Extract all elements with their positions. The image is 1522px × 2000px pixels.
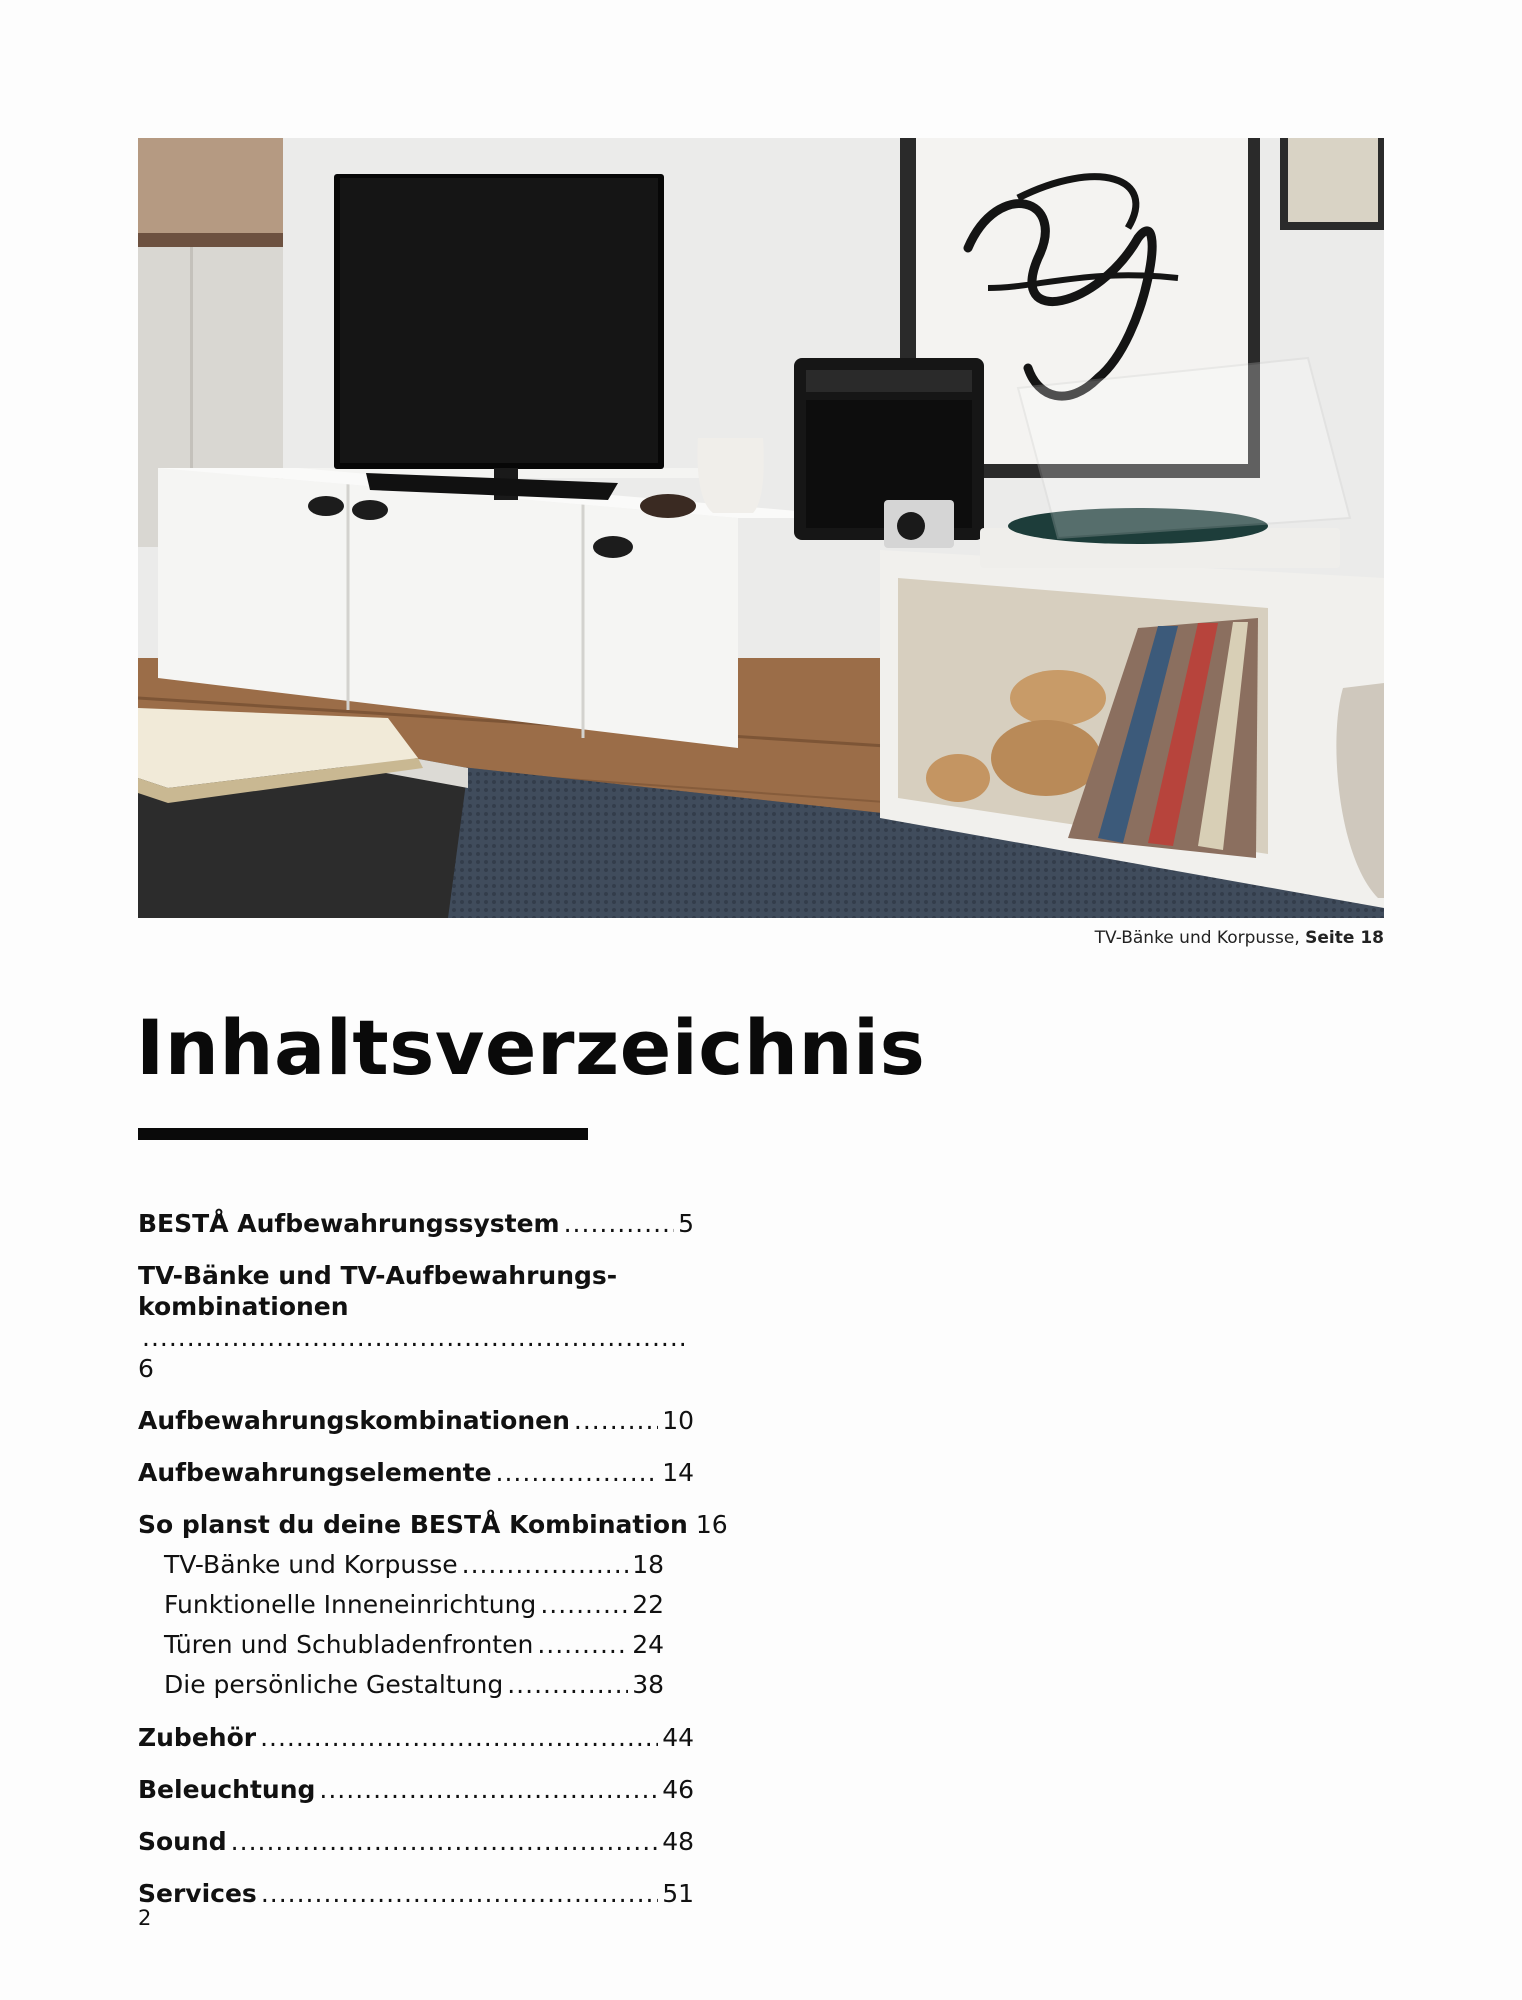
toc-page-number: 48 bbox=[662, 1827, 694, 1856]
toc-label: Aufbewahrungselemente bbox=[138, 1458, 492, 1487]
toc-entry-zubehoer[interactable] bbox=[138, 1722, 694, 1753]
toc-page-number: 5 bbox=[678, 1209, 694, 1238]
toc-entry-aufbewahrungselemente[interactable] bbox=[138, 1457, 694, 1488]
toc-label: Funktionelle Inneneinrichtung bbox=[164, 1590, 537, 1619]
toc-label-line1: TV-Bänke und TV-Aufbewahrungs- bbox=[138, 1261, 618, 1290]
toc-label: Aufbewahrungskombinationen bbox=[138, 1406, 570, 1435]
toc-leader-dots bbox=[462, 1549, 629, 1580]
toc-subentry-tueren-schubladenfronten[interactable] bbox=[138, 1629, 664, 1660]
toc-leader-dots bbox=[261, 1878, 658, 1909]
toc-label: TV-Bänke und Korpusse bbox=[164, 1550, 458, 1579]
toc-subentry-persoenliche-gestaltung[interactable] bbox=[138, 1669, 664, 1700]
toc-leader-dots bbox=[574, 1405, 658, 1436]
toc-leader-dots bbox=[231, 1826, 659, 1857]
toc-entry-aufbewahrungskombinationen[interactable] bbox=[138, 1405, 694, 1436]
toc-subentry-tv-baenke-korpusse[interactable] bbox=[138, 1549, 664, 1580]
toc-label: kombinationen bbox=[138, 1292, 349, 1321]
toc-leader-dots bbox=[260, 1722, 658, 1753]
toc-label: Services bbox=[138, 1879, 257, 1908]
toc-leader-dots bbox=[496, 1457, 659, 1488]
toc-label: Zubehör bbox=[138, 1723, 257, 1752]
toc-label: Sound bbox=[138, 1827, 227, 1856]
toc-page-number: 18 bbox=[632, 1550, 664, 1579]
toc-label: Beleuchtung bbox=[138, 1775, 316, 1804]
caption-page-ref: Seite 18 bbox=[1305, 928, 1384, 948]
toc-entry-services[interactable] bbox=[138, 1878, 694, 1909]
toc-leader-dots bbox=[319, 1774, 658, 1805]
title-underline bbox=[138, 1128, 588, 1140]
toc-entry-sound[interactable] bbox=[138, 1826, 694, 1857]
page-number: 2 bbox=[138, 1906, 152, 1930]
toc-page-number: 44 bbox=[662, 1723, 694, 1752]
living-room-illustration bbox=[138, 138, 1384, 918]
table-of-contents bbox=[138, 1208, 728, 1909]
toc-page-number: 14 bbox=[662, 1458, 694, 1487]
toc-leader-dots bbox=[540, 1589, 628, 1620]
toc-page-number: 46 bbox=[662, 1775, 694, 1804]
toc-leader-dots bbox=[564, 1208, 674, 1239]
toc-page-number: 51 bbox=[662, 1879, 694, 1908]
toc-entry-so-planst-du[interactable] bbox=[138, 1509, 728, 1540]
toc-page-number: 16 bbox=[695, 1510, 728, 1539]
toc-subentry-funktionelle-inneneinrichtung[interactable] bbox=[138, 1589, 664, 1620]
toc-page-number: 24 bbox=[632, 1630, 664, 1659]
toc-leader-dots bbox=[142, 1322, 690, 1353]
toc-leader-dots bbox=[537, 1629, 628, 1660]
toc-label: Türen und Schubladenfronten bbox=[164, 1630, 534, 1659]
photo-caption bbox=[1095, 928, 1384, 948]
toc-label: So planst du deine BESTÅ Kombination bbox=[138, 1510, 688, 1539]
toc-page-number: 38 bbox=[632, 1670, 664, 1699]
toc-page-number: 10 bbox=[662, 1406, 694, 1435]
toc-page-number: 22 bbox=[632, 1590, 664, 1619]
page-title: Inhaltsverzeichnis bbox=[136, 1003, 926, 1092]
toc-entry-tv-baenke-kombinationen[interactable] bbox=[138, 1260, 694, 1384]
caption-text: TV-Bänke und Korpusse, bbox=[1094, 928, 1306, 948]
hero-photo bbox=[138, 138, 1384, 918]
toc-leader-dots bbox=[507, 1669, 628, 1700]
toc-entry-besta-aufbewahrungssystem[interactable] bbox=[138, 1208, 694, 1239]
toc-entry-beleuchtung[interactable] bbox=[138, 1774, 694, 1805]
toc-label: Die persönliche Gestaltung bbox=[164, 1670, 504, 1699]
toc-page-number: 6 bbox=[138, 1354, 154, 1383]
toc-label: BESTÅ Aufbewahrungssystem bbox=[138, 1209, 560, 1238]
